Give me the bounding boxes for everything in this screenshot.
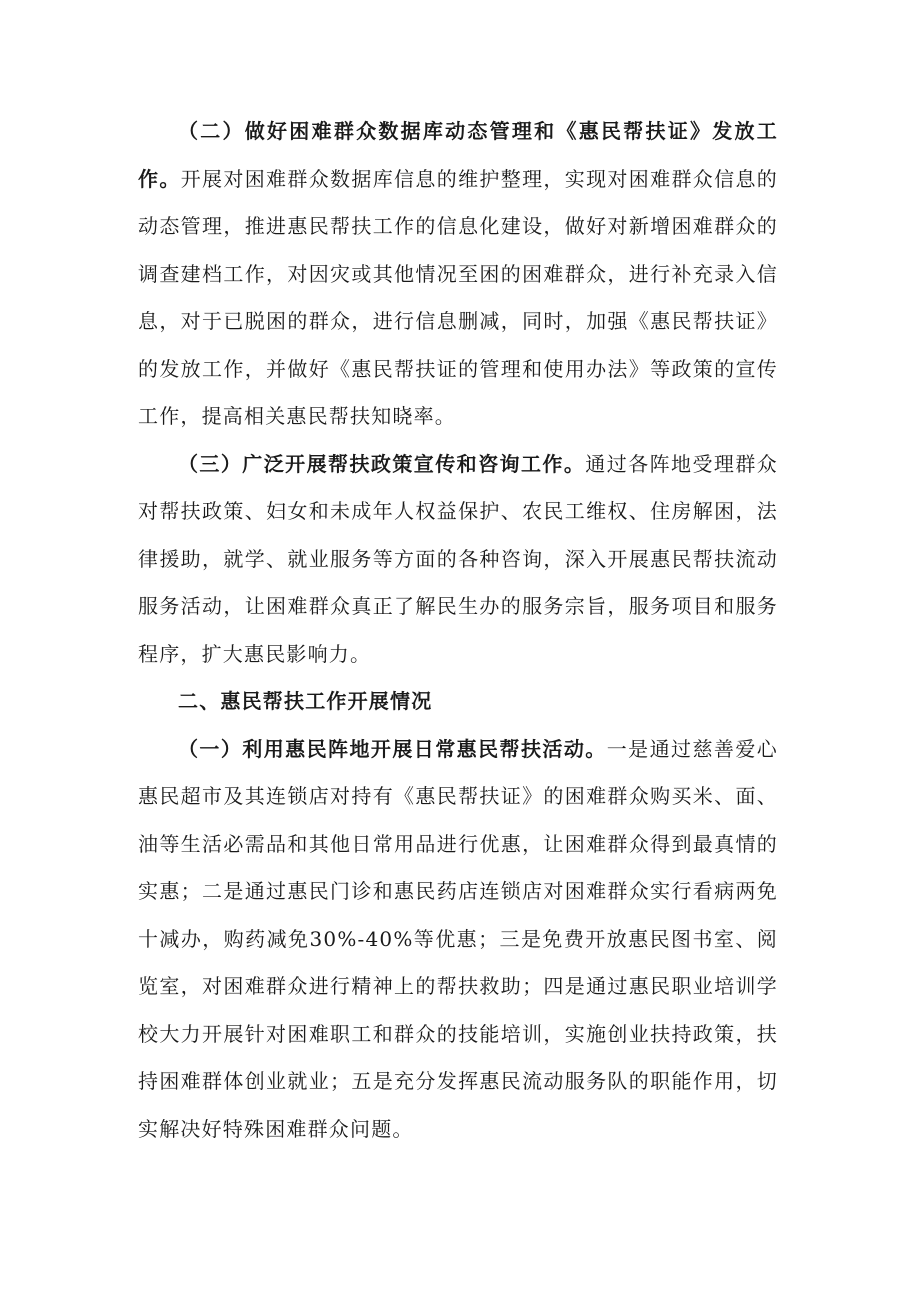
paragraph-database-management bbox=[138, 108, 778, 441]
section-heading: 二、惠民帮扶工作开展情况 bbox=[178, 689, 433, 713]
paragraph-lead: （二）做好困难群众数据库动态管理和《惠民帮扶证》发放工作。 bbox=[138, 119, 778, 191]
paragraph-lead: （一）利用惠民阵地开展日常惠民帮扶活动。 bbox=[178, 736, 607, 761]
document-body bbox=[138, 108, 778, 1153]
paragraph-policy-publicity bbox=[138, 441, 778, 679]
paragraph-text: 一是通过慈善爱心惠民超市及其连锁店对持有《惠民帮扶证》的困难群众购买米、面、油等生活必需品和其他日常用品进行优惠，让困难群众得到最真情的实惠；二是通过惠民门诊和惠民药店连锁店对困难群众实行看病两免十减办，购药减免30%-40%等优惠；三是免费开放惠民图书室、阅览室，对困难群众进行精神上的帮扶救助；四是通过惠民职业培训学校大力开展针对困难职工和群众的技能培训，实施创业扶持政策，扶持困难群体创业就业；五是充分发挥惠民流动服务队的职能作用，切实解决好特殊困难群众问题。 bbox=[138, 736, 778, 1141]
paragraph-text: 通过各阵地受理群众对帮扶政策、妇女和未成年人权益保护、农民工维权、住房解困，法律援助，就学、就业服务等方面的各种咨询，深入开展惠民帮扶流动服务活动，让困难群众真正了解民生办的服务宗旨，服务项目和服务程序，扩大惠民影响力。 bbox=[138, 451, 778, 666]
paragraph-lead: （三）广泛开展帮扶政策宣传和咨询工作。 bbox=[178, 451, 586, 476]
paragraph-daily-activities bbox=[138, 726, 778, 1154]
paragraph-text: 开展对困难群众数据库信息的维护整理，实现对困难群众信息的动态管理，推进惠民帮扶工作的信息化建设，做好对新增困难群众的调查建档工作，对因灾或其他情况至困的困难群众，进行补充录入信息，对于已脱困的群众，进行信息删减，同时，加强《惠民帮扶证》的发放工作，并做好《惠民帮扶证的管理和使用办法》等政策的宣传工作，提高相关惠民帮扶知晓率。 bbox=[138, 166, 778, 428]
